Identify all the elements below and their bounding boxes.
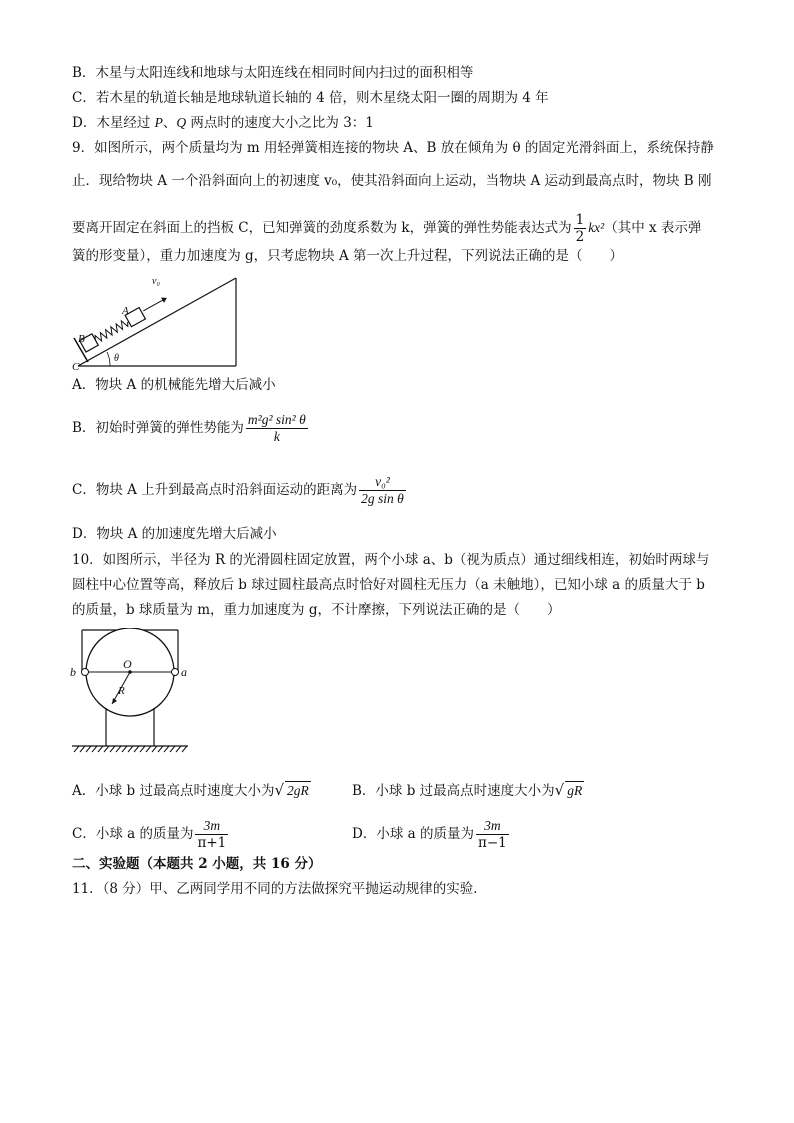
block-a-label: A: [122, 305, 129, 317]
q10-cylinder-figure: [68, 628, 192, 754]
q8-option-c: C．若木星的轨道长轴是地球轨道长轴的 4 倍，则木星绕太阳一圈的周期为 4 年: [72, 90, 549, 106]
q10-option-c: C．小球 a 的质量为 $\frac{3m}{\pi+1}$: [72, 818, 227, 851]
q11-stem: 11．（8 分）甲、乙两同学用不同的方法做探究平抛运动规律的实验．: [72, 881, 487, 897]
center-o-label: O: [123, 657, 132, 671]
q10-stem-line2: 圆柱中心位置等高，释放后 b 球过圆柱最高点时恰好对圆柱无压力（a 未触地），已知小球 a 的质量大于 b: [72, 577, 705, 593]
q9-option-d: D．物块 A 的加速度先增大后减小: [72, 526, 277, 542]
q10-option-b: B．小球 b 过最高点时速度大小为√ gR: [352, 781, 583, 799]
q9-incline-figure: [70, 272, 240, 372]
ball-a-label: a: [181, 665, 187, 679]
q9-stem-line3: 要离开固定在斜面上的挡板 C，已知弹簧的劲度系数为 k，弹簧的弹性势能表达式为 $\frac{1}{2}$ kx²（其中 x 表示弹: [72, 212, 702, 245]
q8-option-b: B．木星与太阳连线和地球与太阳连线在相同时间内扫过的面积相等: [72, 65, 474, 81]
q10-option-d: D．小球 a 的质量为 $\frac{3m}{\pi-1}$: [352, 818, 507, 851]
q9-stem-line2: 止．现给物块 A 一个沿斜面向上的初速度 v₀，使其沿斜面向上运动，当物块 A 运动到最高点时，物块 B 刚: [72, 173, 712, 189]
half-fraction: $\frac{1}{2}$: [575, 212, 585, 245]
q8-option-d: D．木星经过 P、Q 两点时的速度大小之比为 3：1: [72, 115, 374, 131]
q9-stem-line1: 9．如图所示，两个质量均为 m 用轻弹簧相连接的物块 A、B 放在倾角为 θ 的固定光滑斜面上，系统保持静: [72, 140, 714, 156]
q9-option-b: B．初始时弹簧的弹性势能为 $\frac{\text{m²g² sin² θ}}{k}$: [72, 412, 306, 444]
q9-option-c: C．物块 A 上升到最高点时沿斜面运动的距离为 $\frac{\text{v₀²}}{\text{2g sin θ}}$: [72, 474, 404, 506]
baffle-c-label: C: [72, 361, 80, 372]
q10-option-a: A．小球 b 过最高点时速度大小为√ 2gR: [72, 781, 309, 799]
q10-stem-line3: 的质量，b 球质量为 m，重力加速度为 g，不计摩擦，下列说法正确的是（ ）: [72, 602, 561, 618]
v0-label: v₀: [152, 276, 160, 287]
q9-stem-line4: 簧的形变量），重力加速度为 g，只考虑物块 A 第一次上升过程，下列说法正确的是（ ）: [72, 248, 624, 264]
section-heading-experiments: 二、实验题（本题共 2 小题，共 16 分）: [72, 856, 322, 872]
theta-label: θ: [114, 353, 119, 364]
ball-b-label: b: [70, 665, 76, 679]
q10-stem-line1: 10．如图所示，半径为 R 的光滑圆柱固定放置，两个小球 a、b（视为质点）通过细线相连，初始时两球与: [72, 552, 710, 568]
block-b-label: B: [78, 333, 85, 345]
q9-option-a: A．物块 A 的机械能先增大后减小: [72, 377, 276, 393]
radius-r-label: R: [118, 685, 125, 697]
